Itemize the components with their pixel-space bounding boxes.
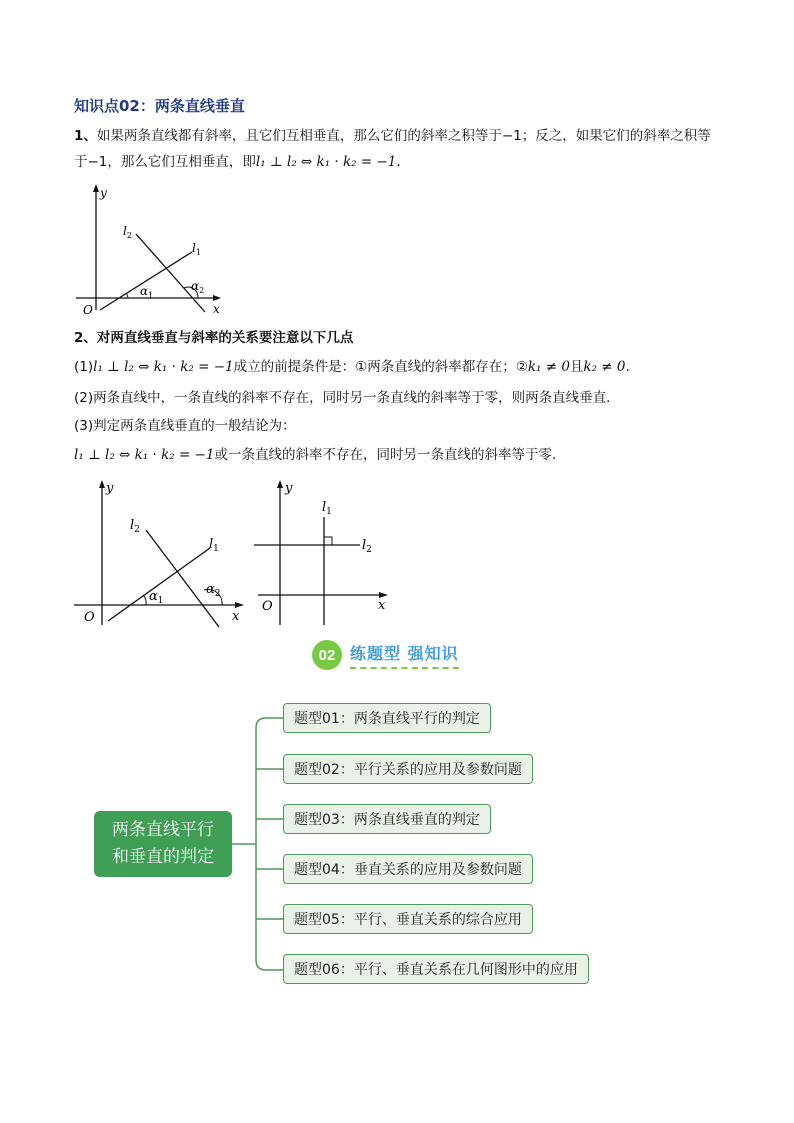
para1-text-c: 于: [74, 154, 88, 170]
fig1-l2-label: $l_2$: [123, 224, 132, 240]
para1-neg1a: −1: [501, 128, 522, 144]
x-axis-arrow-icon: [213, 295, 221, 301]
para2-item3: (3)判定两条直线垂直的一般结论为：: [74, 418, 296, 434]
mindmap-item-04[interactable]: 题型04：垂直关系的应用及参数问题: [283, 854, 533, 884]
para2-item1: [74, 354, 754, 380]
item1-k1: k₁ ≠ 0: [527, 359, 570, 375]
y-axis-arrow-icon: [99, 480, 105, 488]
item1-and: 且: [569, 359, 584, 375]
fig1-l1-label: $l_1$: [192, 241, 201, 257]
mindmap-item-05[interactable]: 题型05：平行、垂直关系的综合应用: [283, 904, 533, 934]
mindmap-item-03[interactable]: 题型03：两条直线垂直的判定: [283, 804, 491, 834]
fig3-origin-label: O: [262, 599, 273, 614]
section-title: 练题型 强知识: [350, 641, 459, 669]
right-angle-icon: [324, 537, 332, 545]
fig1-alpha1-label: $\alpha_1$: [140, 284, 154, 300]
mindmap-connectors: [230, 700, 290, 990]
fig2-x-label: x: [232, 609, 240, 624]
item1-end: .: [625, 359, 630, 375]
fig1-x-label: x: [213, 302, 220, 316]
para1-text-a: 如果两条直线都有斜率，且它们互相垂直，那么它们的斜率之积等于: [96, 128, 502, 144]
item1-prefix: (1): [74, 359, 94, 375]
item1-text: 成立的前提条件是：①两条直线的斜率都存在；②: [233, 359, 528, 375]
para1-text-d: ，那么它们互相垂直，即: [107, 154, 256, 170]
mindmap-item-02[interactable]: 题型02：平行关系的应用及参数问题: [283, 754, 533, 784]
mindmap-item-06[interactable]: 题型06：平行、垂直关系在几何图形中的应用: [283, 954, 589, 984]
item1-formula: l₁ ⊥ l₂ ⇔ k₁ · k₂ = −1: [93, 359, 234, 375]
fig2-y-label: y: [106, 481, 114, 496]
fig1-y-label: y: [100, 186, 107, 200]
para1-text-b: ；反之，如果它们的斜率之积等: [521, 128, 711, 144]
fig2-l1-label: $l_1$: [209, 537, 219, 554]
fig2-l2-label: $l_2$: [130, 518, 140, 535]
y-axis-arrow-icon: [93, 184, 99, 192]
fig2-alpha1-label: $\alpha_1$: [149, 589, 164, 606]
section-heading: 知识点02：两条直线垂直: [74, 97, 245, 115]
paragraph-1: [74, 123, 734, 175]
root-line-2: 和垂直的判定: [112, 847, 214, 867]
conclusion-formula: l₁ ⊥ l₂ ⇔ k₁ · k₂ = −1: [74, 447, 215, 463]
section-number-badge: 02: [312, 640, 342, 670]
angle-a1-arc: [126, 293, 128, 298]
item1-k2: k₂ ≠ 0: [583, 359, 626, 375]
root-line-1: 两条直线平行: [112, 820, 214, 840]
angle-a1-arc: [143, 595, 146, 605]
fig1-alpha2-label: $\alpha_2$: [191, 279, 205, 295]
para1-neg1b: −1: [87, 154, 108, 170]
line-l1: [108, 548, 210, 621]
fig3-x-label: x: [378, 598, 386, 613]
para2-item2: (2)两条直线中，一条直线的斜率不存在，同时另一条直线的斜率等于零，则两条直线垂直．: [74, 390, 620, 406]
mindmap-root-node: [94, 811, 232, 877]
para1-number: 1、: [74, 128, 97, 144]
fig3-l2-label: $l_2$: [362, 538, 372, 555]
section-header: [312, 640, 459, 670]
x-axis-arrow-icon: [235, 602, 244, 608]
figure-3-perpendicular-diagram: [250, 475, 395, 630]
figure-1-slopes-diagram: [70, 180, 230, 320]
fig3-y-label: y: [285, 481, 293, 496]
fig3-l1-label: $l_1$: [322, 500, 332, 517]
para2-conclusion: [74, 442, 754, 468]
para2-title: 2、对两直线垂直与斜率的关系要注意以下几点: [74, 330, 354, 346]
conclusion-text: 或一条直线的斜率不存在，同时另一条直线的斜率等于零．: [214, 447, 566, 463]
fig1-origin-label: O: [83, 303, 93, 317]
figure-2-slopes-diagram: [70, 475, 250, 630]
y-axis-arrow-icon: [277, 480, 283, 488]
branch-spine: [256, 718, 283, 970]
mindmap-item-01[interactable]: 题型01：两条直线平行的判定: [283, 703, 491, 733]
fig2-origin-label: O: [84, 610, 95, 625]
fig2-alpha2-label: $\alpha_2$: [206, 582, 221, 599]
para1-formula: l₁ ⊥ l₂ ⇔ k₁ · k₂ = −1.: [255, 154, 401, 170]
